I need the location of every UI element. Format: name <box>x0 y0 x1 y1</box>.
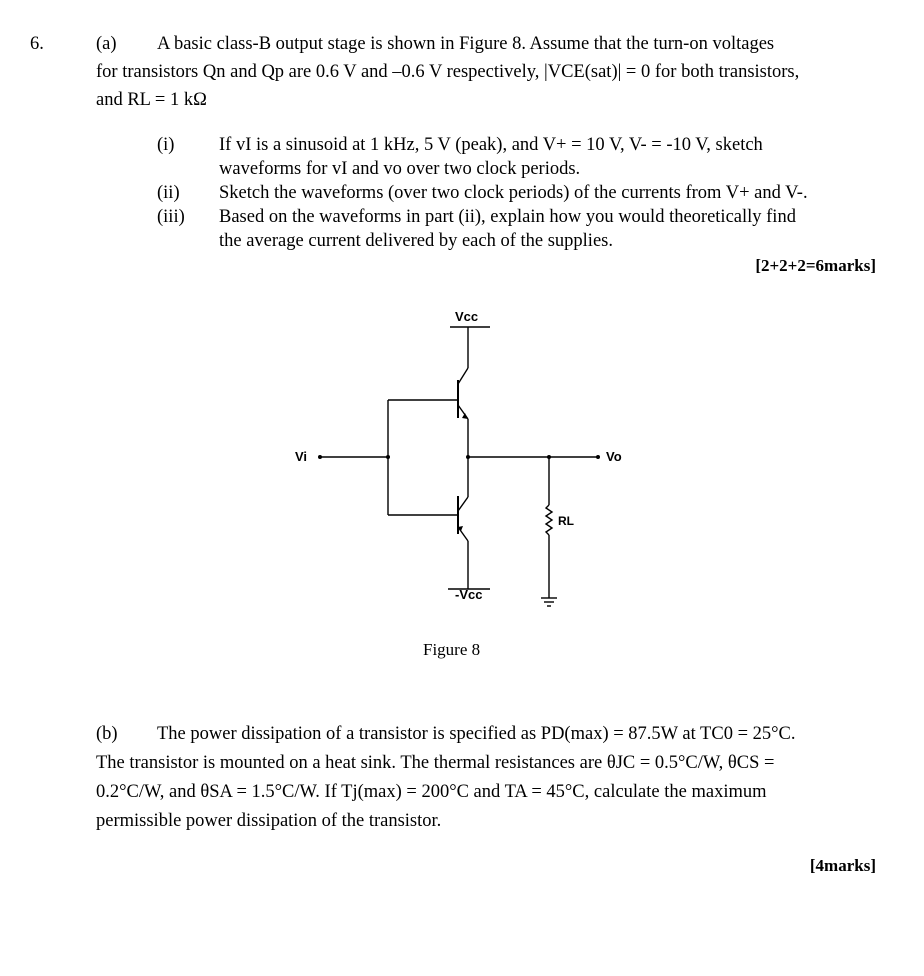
item-iii-label: (iii) <box>157 207 185 227</box>
rl-label: RL <box>558 514 574 528</box>
part-a-marks: [2+2+2=6marks] <box>755 256 876 275</box>
vo-label: Vo <box>606 449 622 464</box>
item-ii-label: (ii) <box>157 183 180 203</box>
vi-label: Vi <box>295 449 308 464</box>
part-b-line-2: The transistor is mounted on a heat sink. The thermal resistances are θJC = 0.5°C/W, θCS = <box>96 753 775 773</box>
part-b-line-3: 0.2°C/W, and θSA = 1.5°C/W. If Tj(max) = 200°C and TA = 45°C, calculate the maximum <box>96 782 767 802</box>
part-b-marks: [4marks] <box>809 856 876 875</box>
item-i-line-2: waveforms for vI and vo over two clock periods. <box>219 159 581 179</box>
part-a-line-3: and RL = 1 kΩ <box>96 90 207 110</box>
figure-caption: Figure 8 <box>423 640 481 659</box>
part-b-line-1: The power dissipation of a transistor is specified as PD(max) = 87.5W at TC0 = 25°C. <box>157 724 796 744</box>
part-a-label: (a) <box>96 34 117 54</box>
item-ii-line-1: Sketch the waveforms (over two clock periods) of the currents from V+ and V-. <box>219 183 808 203</box>
vcc-label: Vcc <box>455 309 479 324</box>
item-i-line-1: If vI is a sinusoid at 1 kHz, 5 V (peak), and V+ = 10 V, V- = -10 V, sketch <box>219 135 763 155</box>
item-iii-line-2: the average current delivered by each of the supplies. <box>219 231 613 251</box>
item-i-label: (i) <box>157 135 175 155</box>
part-a-line-2: for transistors Qn and Qp are 0.6 V and –0.6 V respectively, |VCE(sat)| = 0 for both transistors, <box>96 62 800 82</box>
part-a-line-1: A basic class-B output stage is shown in Figure 8. Assume that the turn-on voltages <box>157 34 775 54</box>
part-b-label: (b) <box>96 724 118 744</box>
neg-vcc-label: -Vcc <box>455 587 483 602</box>
question-number: 6. <box>30 34 44 54</box>
item-iii-line-1: Based on the waveforms in part (ii), explain how you would theoretically find <box>219 207 796 227</box>
part-b-line-4: permissible power dissipation of the transistor. <box>96 811 442 831</box>
